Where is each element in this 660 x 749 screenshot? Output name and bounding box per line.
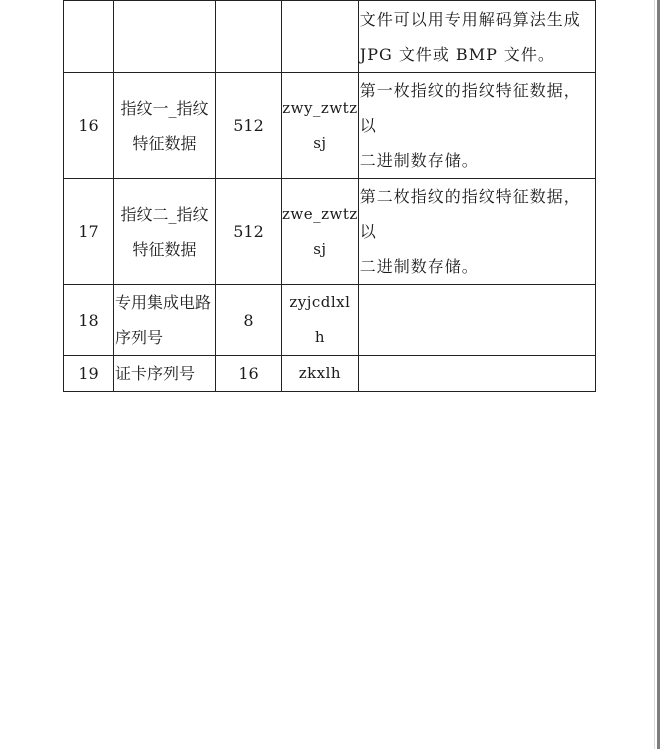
row-number: 16 [64, 73, 114, 179]
field-description [358, 1, 595, 73]
field-name-line: 专用集成电路 [115, 293, 212, 312]
field-description [358, 179, 595, 285]
field-code-cell [282, 356, 359, 392]
field-name-line: 指纹二_指纹 [120, 204, 209, 224]
description-line: 二进制数存储。 [359, 151, 479, 170]
field-description [358, 73, 595, 179]
field-code-line: zyjcdlxl [289, 293, 351, 311]
field-name-cell [114, 1, 216, 73]
description-line: JPG 文件或 BMP 文件。 [359, 44, 555, 64]
field-code-cell [282, 73, 359, 179]
table-row [64, 73, 596, 179]
row-number: 19 [64, 356, 114, 392]
description-line: 第二枚指纹的指纹特征数据，以 [359, 187, 581, 241]
field-code-cell [282, 1, 359, 73]
field-code-cell [282, 285, 359, 356]
field-name-cell [114, 73, 216, 179]
field-length: 16 [216, 356, 282, 392]
field-code-line: sj [313, 239, 327, 258]
field-name-cell [114, 179, 216, 285]
table-row [64, 356, 596, 392]
description-line: 二进制数存储。 [359, 257, 479, 276]
table-row [64, 179, 596, 285]
field-length [216, 1, 282, 73]
field-name-cell [114, 356, 216, 392]
field-name-line: 指纹一_指纹 [120, 98, 209, 118]
field-name-line: 特征数据 [132, 133, 197, 153]
table-row [64, 1, 596, 73]
row-number [64, 1, 114, 73]
field-code-cell [282, 179, 359, 285]
table-row [64, 285, 596, 356]
page-edge-shadow [654, 0, 655, 749]
row-number: 17 [64, 179, 114, 285]
field-description [358, 285, 595, 356]
field-name-line: 证卡序列号 [115, 364, 196, 383]
field-code-line: zwe_zwtz [282, 204, 358, 223]
field-name-cell [114, 285, 216, 356]
field-code-line: sj [313, 133, 327, 152]
row-number: 18 [64, 285, 114, 356]
field-length: 8 [216, 285, 282, 356]
description-line: 文件可以用专用解码算法生成 [359, 9, 581, 29]
field-code-line: zkxlh [298, 364, 342, 382]
field-length: 512 [216, 179, 282, 285]
field-code-line: h [314, 328, 325, 346]
field-name-line: 序列号 [115, 328, 164, 347]
field-length: 512 [216, 73, 282, 179]
field-name-line: 特征数据 [132, 239, 197, 259]
field-description [358, 356, 595, 392]
description-line: 第一枚指纹的指纹特征数据，以 [359, 81, 581, 135]
field-code-line: zwy_zwtz [282, 98, 358, 117]
data-field-table [63, 0, 596, 392]
